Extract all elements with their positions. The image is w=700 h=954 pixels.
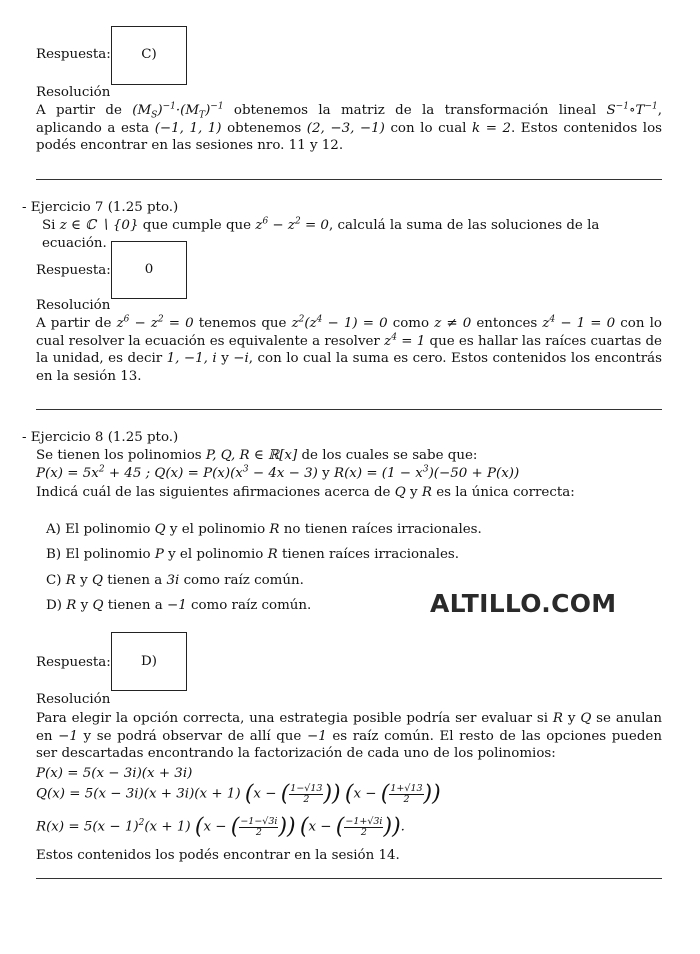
answer-label-q7: Respuesta:: [36, 263, 111, 278]
exercise-8-statement-line1: Se tienen los polinomios P, Q, R ∈ ℝ[x] de los cuales se sabe que:: [36, 448, 478, 463]
factorization-q: Q(x) = 5(x − 3i)(x + 3i)(x + 1) (x − ( $\frac{1-√13}{2}$ )) (x − ( $\frac{1+√13}{2}$ )): [36, 781, 441, 807]
section-divider: [36, 878, 662, 879]
answer-value-q7: 0: [144, 262, 154, 277]
exercise-8-statement-line3: Indicá cuál de las siguientes afirmaciones acerca de Q y R es la única correcta:: [36, 485, 575, 500]
answer-label-q8: Respuesta:: [36, 655, 111, 670]
answer-box-q8: [111, 632, 187, 691]
factorization-p: P(x) = 5(x − 3i)(x + 3i): [36, 766, 193, 781]
exercise-8-title: - Ejercicio 8 (1.25 pto.): [22, 430, 179, 445]
section-divider: [36, 409, 662, 410]
factorization-r: $R(x) = 5(x - 1)^2(x + 1)$ (x − ( $\frac{-1-√3i}{2}$ )) (x − ( $\frac{-1+√3i}{2}$ )).: [36, 814, 405, 840]
answer-box-q6: [111, 26, 187, 85]
altillo-watermark: ALTILLO.COM: [430, 589, 617, 618]
section-divider: [36, 179, 662, 180]
resolution-label-q7: Resolución: [36, 298, 111, 313]
option-b: B) El polinomio P y el polinomio R tienen raíces irracionales.: [46, 547, 460, 562]
option-a: A) El polinomio Q y el polinomio R no tienen raíces irracionales.: [46, 522, 482, 537]
option-c: C) R y Q tienen a 3i como raíz común.: [46, 573, 304, 588]
resolution-text-q8: Para elegir la opción correcta, una estrategia posible podría ser evaluar si R y Q se anulan en −1 y se podrá observar de allí que −1 es raíz común. El resto de las opciones pueden ser descartadas encontrando la factorización de cada uno de los polinomios:: [36, 711, 662, 761]
exercise-7-title: - Ejercicio 7 (1.25 pto.): [22, 200, 179, 215]
resolution-text-q7: A partir de $z^6 - z^2 = 0$ tenemos que $z^2(z^4 - 1) = 0$ como z ≠ 0 entonces $z^4 - 1 = 0$ con lo cual resolver la ecuación es equivalente a resolver $z^4 = 1$ que es hallar las raíces cuartas de la unidad, es decir 1, −1, i y −i, con lo cual la suma es cero. Estos contenidos los encontrás en la sesión 13.: [36, 314, 662, 384]
option-d: D) R y Q tienen a −1 como raíz común.: [46, 598, 312, 613]
answer-value-q8: D): [141, 654, 157, 669]
exercise-7-statement: Si z ∈ ℂ ∖ {0} que cumple que $z^6 - z^2 = 0$, calculá la suma de las soluciones de la ecuación.: [42, 216, 600, 251]
resolution-label-q8: Resolución: [36, 692, 111, 707]
exercise-8-statement-line2: $P(x) = 5x^2 + 45$ ; $Q(x) = P(x)(x^3 - 4x - 3)$ y $R(x) = (1 - x^3)(-50 + P(x))$: [36, 464, 520, 481]
answer-label-q6: Respuesta:: [36, 47, 111, 62]
resolution-closing-q8: Estos contenidos los podés encontrar en la sesión 14.: [36, 848, 400, 863]
answer-value-q6: C): [141, 47, 157, 62]
resolution-label-q6: Resolución: [36, 85, 111, 100]
resolution-text-q6: A partir de $(M_S)^{-1}\cdot(M_T)^{-1}$ obtenemos la matriz de la transformación lineal $S^{-1}\circ T^{-1}$, aplicando a esta (−1, 1, 1) obtenemos (2, −3, −1) con lo cual k = 2. Estos contenidos los podés encontrar en las sesiones nro. 11 y 12.: [36, 101, 662, 153]
answer-box-q7: [111, 241, 187, 299]
